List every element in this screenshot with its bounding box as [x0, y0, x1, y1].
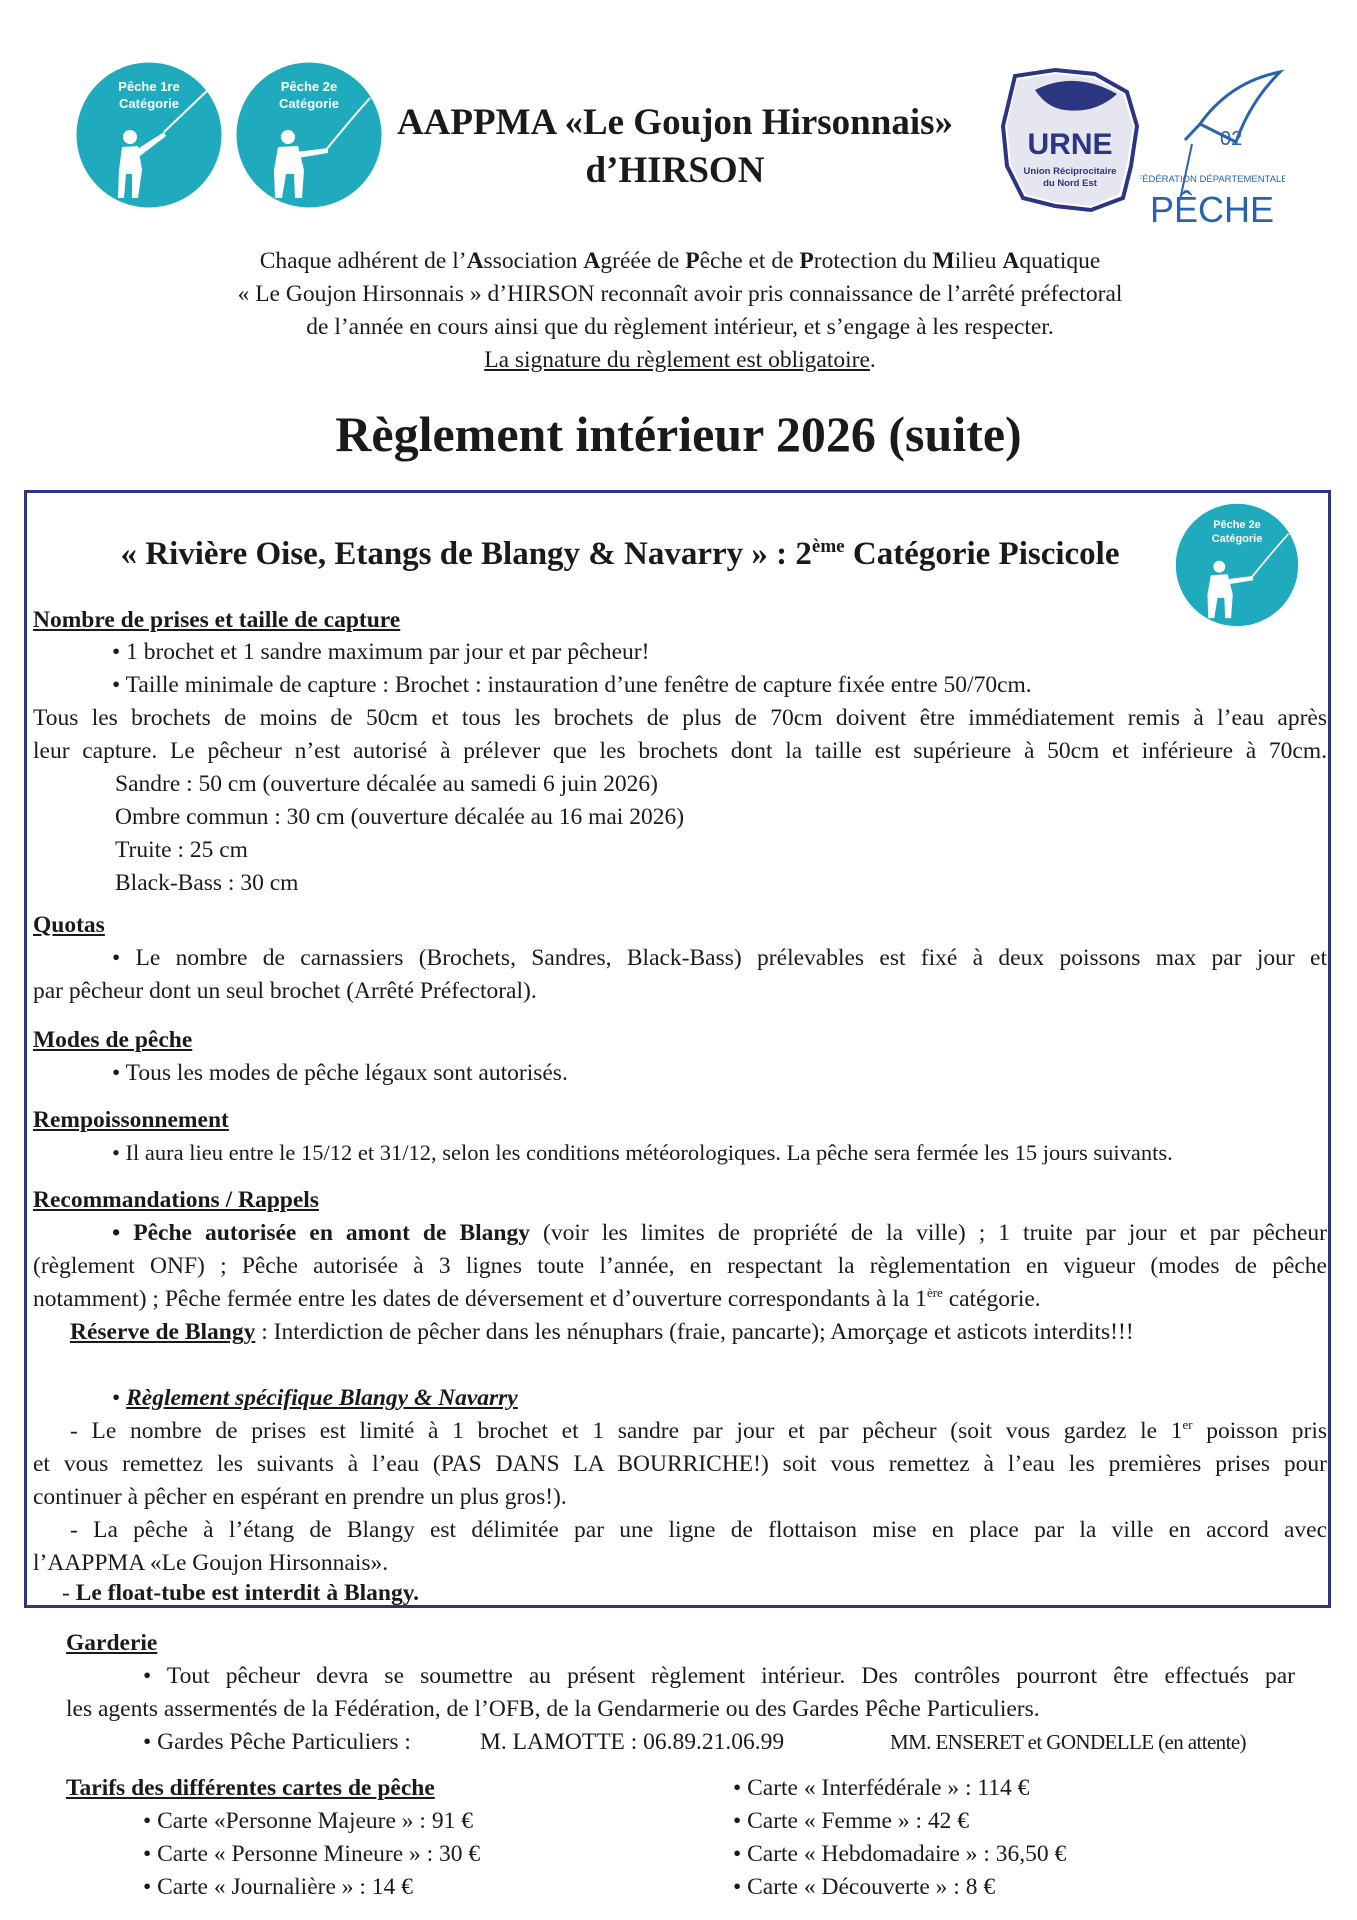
fede-name: PÊCHE: [1149, 189, 1275, 230]
quotas-line-2: par pêcheur dont un seul brochet (Arrêté Préfectoral).: [33, 978, 537, 1004]
gardes-label: • Gardes Pêche Particuliers :: [143, 1729, 411, 1755]
badge-1-line2: Catégorie: [119, 96, 179, 111]
heading-garderie: Garderie: [66, 1630, 158, 1656]
prises-bullet-2: • Taille minimale de capture : Brochet : instauration d’une fenêtre de capture fixée entre 50/70cm.: [112, 672, 1032, 698]
garderie-line-2: les agents assermentés de la Fédération, de l’OFB, de la Gendarmerie ou des Gardes Pêche Particuliers.: [66, 1696, 1040, 1722]
recos-line-3: notamment) ; Pêche fermée entre les dates de déversement et d’ouverture correspondants à la 1ère catégorie.: [33, 1285, 1041, 1312]
tarif-left-item: • Carte « Journalière » : 14 €: [143, 1874, 413, 1900]
spec-line-6: - Le float-tube est interdit à Blangy.: [62, 1580, 420, 1606]
reglement-specifique-title: • Règlement spécifique Blangy & Navarry: [112, 1385, 518, 1411]
intro-line-3: de l’année en cours ainsi que du règlement intérieur, et s’engage à les respecter.: [306, 314, 1054, 340]
fisherman-icon: [1172, 500, 1302, 630]
reserve-blangy: Réserve de Blangy : Interdiction de pêcher dans les nénuphars (fraie, pancarte); Amorçage et asticots interdits!!!: [70, 1319, 1134, 1345]
tarif-right-item: • Carte « Découverte » : 8 €: [733, 1874, 996, 1900]
urne-logo: [995, 66, 1145, 214]
tarif-right-item: • Carte « Femme » : 42 €: [733, 1808, 970, 1834]
tarif-right-item: • Carte « Interfédérale » : 114 €: [733, 1775, 1030, 1801]
urne-name: URNE: [1027, 128, 1113, 161]
modes-line-1: • Tous les modes de pêche légaux sont autorisés.: [112, 1060, 568, 1086]
quotas-line-1: • Le nombre de carnassiers (Brochets, Sandres, Black-Bass) prélevables est fixé à deux poissons max par jour et: [112, 945, 1327, 971]
intro-paragraph: [130, 245, 1230, 377]
federation-peche-logo: [1140, 62, 1285, 232]
badge-2-line1: Pêche 2e: [280, 79, 338, 94]
badge-2-line2: Catégorie: [279, 96, 339, 111]
page-header-subtitle: d’HIRSON: [585, 150, 765, 191]
garderie-line-1: • Tout pêcheur devra se soumettre au présent règlement intérieur. Des contrôles pourront être effectués par: [143, 1663, 1295, 1689]
fisherman-icon: [72, 58, 226, 212]
heading-modes: Modes de pêche: [33, 1027, 193, 1053]
gardes-contact: M. LAMOTTE : 06.89.21.06.99: [480, 1729, 785, 1755]
taille-black-bass: Black-Bass : 30 cm: [115, 870, 299, 896]
section-title: « Rivière Oise, Etangs de Blangy & Navarry » : 2ème Catégorie Piscicole: [120, 536, 1120, 572]
spec-line-4: - La pêche à l’étang de Blangy est délimitée par une ligne de flottaison mise en place par la ville en accord avec: [70, 1517, 1327, 1543]
badge-section-line2: Catégorie: [1211, 533, 1263, 546]
taille-ombre: Ombre commun : 30 cm (ouverture décalée au 16 mai 2026): [115, 804, 685, 830]
intro-line-2: « Le Goujon Hirsonnais » d’HIRSON reconnaît avoir pris connaissance de l’arrêté préfectoral: [237, 281, 1123, 307]
prises-para-1: Tous les brochets de moins de 50cm et tous les brochets de plus de 70cm doivent être immédiatement remis à l’eau après: [33, 705, 1327, 731]
spec-line-3: continuer à pêcher en espérant en prendre un plus gros!).: [33, 1484, 567, 1510]
heading-rempoissonnement: Rempoissonnement: [33, 1107, 229, 1133]
urne-sub2: du Nord Est: [1043, 178, 1097, 189]
spec-line-5: l’AAPPMA «Le Goujon Hirsonnais».: [33, 1550, 389, 1576]
badge-section-2e-categorie: [1172, 500, 1302, 630]
heading-tarifs: Tarifs des différentes cartes de pêche: [66, 1775, 435, 1801]
taille-sandre: Sandre : 50 cm (ouverture décalée au samedi 6 juin 2026): [115, 771, 658, 797]
rempo-line-1: • Il aura lieu entre le 15/12 et 31/12, selon les conditions météorologiques. La pêche sera fermée les 15 jours suivants.: [112, 1140, 1173, 1165]
tarif-right-item: • Carte « Hebdomadaire » : 36,50 €: [733, 1841, 1067, 1867]
recos-line-2: (règlement ONF) ; Pêche autorisée à 3 lignes toute l’année, en respectant la règlementation en vigueur (modes de pêche: [33, 1253, 1327, 1279]
fede-caption: FÉDÉRATION DÉPARTEMENTALE: [1140, 174, 1285, 185]
heading-prises: Nombre de prises et taille de capture: [33, 607, 401, 633]
gardes-others: MM. ENSERET et GONDELLE (en attente): [890, 1730, 1246, 1754]
intro-line-1: Chaque adhérent de l’Association Agréée de Pêche et de Protection du Milieu Aquatique: [259, 248, 1101, 274]
tarif-left-item: • Carte « Personne Mineure » : 30 €: [143, 1841, 481, 1867]
fede-code: 02: [1220, 128, 1243, 150]
page-header-title: AAPPMA «Le Goujon Hirsonnais»: [396, 102, 954, 143]
taille-truite: Truite : 25 cm: [115, 837, 248, 863]
prises-bullet-1: • 1 brochet et 1 sandre maximum par jour et par pêcheur!: [112, 639, 650, 665]
tarif-left-item: • Carte «Personne Majeure » : 91 €: [143, 1808, 473, 1834]
spec-line-2: et vous remettez les suivants à l’eau (PAS DANS LA BOURRICHE!) soit vous remettez à l’eau les premières prises pour: [33, 1451, 1327, 1477]
prises-para-2: leur capture. Le pêcheur n’est autorisé à prélever que les brochets dont la taille est supérieure à 50cm et inférieure à 70cm.: [33, 738, 1327, 764]
badge-1re-categorie: [72, 58, 226, 212]
badge-section-line1: Pêche 2e: [1213, 518, 1261, 531]
intro-line-4: La signature du règlement est obligatoire.: [484, 347, 876, 373]
recos-line-1: • Pêche autorisée en amont de Blangy (voir les limites de propriété de la ville) ; 1 truite par jour et par pêcheur: [112, 1220, 1327, 1246]
heading-quotas: Quotas: [33, 912, 105, 938]
badge-1-line1: Pêche 1re: [118, 79, 180, 94]
urne-sub1: Union Réciprocitaire: [1023, 166, 1117, 177]
spec-line-1: - Le nombre de prises est limité à 1 brochet et 1 sandre par jour et par pêcheur (soit vous gardez le 1er poisson pris: [70, 1417, 1327, 1444]
heading-recommandations: Recommandations / Rappels: [33, 1187, 319, 1213]
page-title: Règlement intérieur 2026 (suite): [335, 406, 1022, 462]
